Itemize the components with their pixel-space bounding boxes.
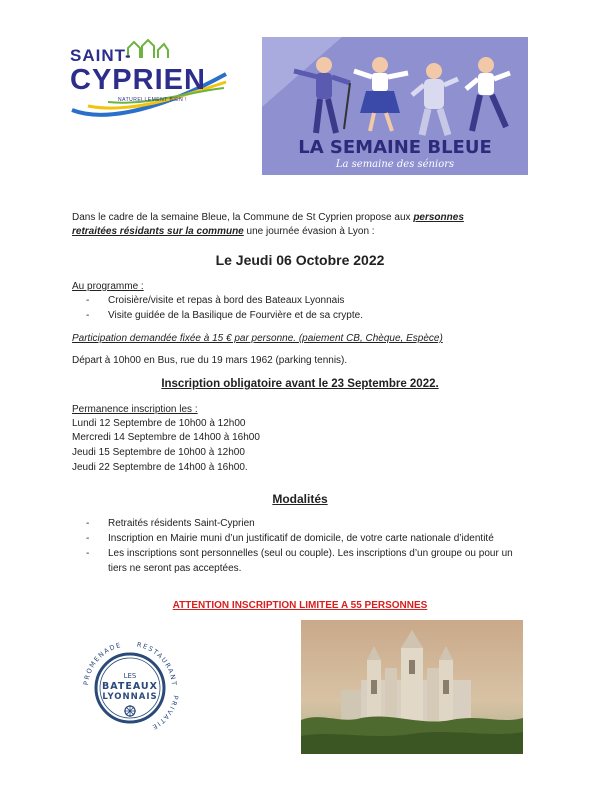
inscription-heading: Inscription obligatoire avant le 23 Septembre 2022. bbox=[161, 378, 439, 390]
banner-subtitle: La semaine des séniors bbox=[335, 159, 455, 170]
programme-item: - Visite guidée de la Basilique de Fourvière et de sa crypte. bbox=[108, 309, 363, 322]
modalite-item: - Retraités résidents Saint-Cyprien bbox=[108, 517, 255, 530]
permanence-date: Jeudi 15 Septembre de 10h00 à 12h00 bbox=[72, 447, 245, 458]
semaine-bleue-banner bbox=[262, 37, 528, 175]
basilique-illustration bbox=[301, 620, 523, 754]
permanence-date: Lundi 12 Septembre de 10h00 à 12h00 bbox=[72, 418, 246, 429]
logo-text-line1: SAINT- bbox=[70, 46, 132, 65]
logo-line-les: LES bbox=[123, 672, 137, 680]
attention-notice bbox=[0, 599, 600, 612]
permanence-date: Jeudi 22 Septembre de 14h00 à 16h00. bbox=[72, 462, 248, 473]
bateaux-lyonnais-emblem bbox=[70, 628, 190, 748]
intro-line-2 bbox=[72, 225, 375, 238]
basilique-fourviere-photo bbox=[301, 620, 523, 754]
participation-text: Participation demandée fixée à 15 € par personne. (paiement CB, Chèque, Espèce) bbox=[72, 333, 443, 344]
permanence-label: Permanence inscription les : bbox=[72, 404, 198, 415]
bateaux-lyonnais-logo bbox=[70, 628, 190, 748]
intro-text-a: Dans le cadre de la semaine Bleue, la Commune de St Cyprien propose aux bbox=[72, 212, 414, 223]
programme-item: - Croisière/visite et repas à bord des Bateaux Lyonnais bbox=[108, 294, 344, 307]
logo-tagline: NATURELLEMENT BIEN ! bbox=[118, 97, 187, 103]
modalites-heading: Modalités bbox=[272, 492, 328, 506]
logo-line-bateaux: BATEAUX bbox=[102, 681, 158, 692]
logo-arc-left: PROMENADE bbox=[82, 640, 123, 686]
logo-text-line2: CYPRIEN bbox=[70, 64, 206, 96]
logo-line-lyonnais: LYONNAIS bbox=[102, 692, 158, 702]
svg-text:PROMENADE bbox=[82, 641, 123, 686]
depart-text: Départ à 10h00 en Bus, rue du 19 mars 1962 (parking tennis). bbox=[72, 355, 348, 366]
programme-label: Au programme : bbox=[72, 281, 144, 292]
event-date-heading: Le Jeudi 06 Octobre 2022 bbox=[215, 252, 385, 268]
attention-text: ATTENTION INSCRIPTION LIMITEE A 55 PERSONNES bbox=[172, 600, 428, 611]
logo-arc-right: RESTAURANT bbox=[136, 640, 179, 688]
modalite-item-continued: tiers ne seront pas acceptées. bbox=[108, 563, 242, 574]
modalite-item: - Inscription en Mairie muni d’un justificatif de domicile, de votre carte nationale d’identité bbox=[108, 532, 494, 545]
saint-cyprien-logo bbox=[68, 36, 228, 118]
permanence-date: Mercredi 14 Septembre de 14h00 à 16h00 bbox=[72, 432, 260, 443]
banner-title: LA SEMAINE BLEUE bbox=[298, 137, 492, 158]
intro-emphasis-b: retraitées résidants sur la commune bbox=[72, 226, 244, 237]
intro-emphasis-a: personnes bbox=[413, 212, 464, 223]
intro-line-1 bbox=[72, 211, 464, 224]
logo-arc-bottom: PRIVATIE bbox=[149, 694, 180, 732]
modalite-item: - Les inscriptions sont personnelles (seul ou couple). Les inscriptions d’un groupe ou pour un bbox=[108, 547, 513, 560]
intro-text-b: une journée évasion à Lyon : bbox=[243, 226, 375, 237]
